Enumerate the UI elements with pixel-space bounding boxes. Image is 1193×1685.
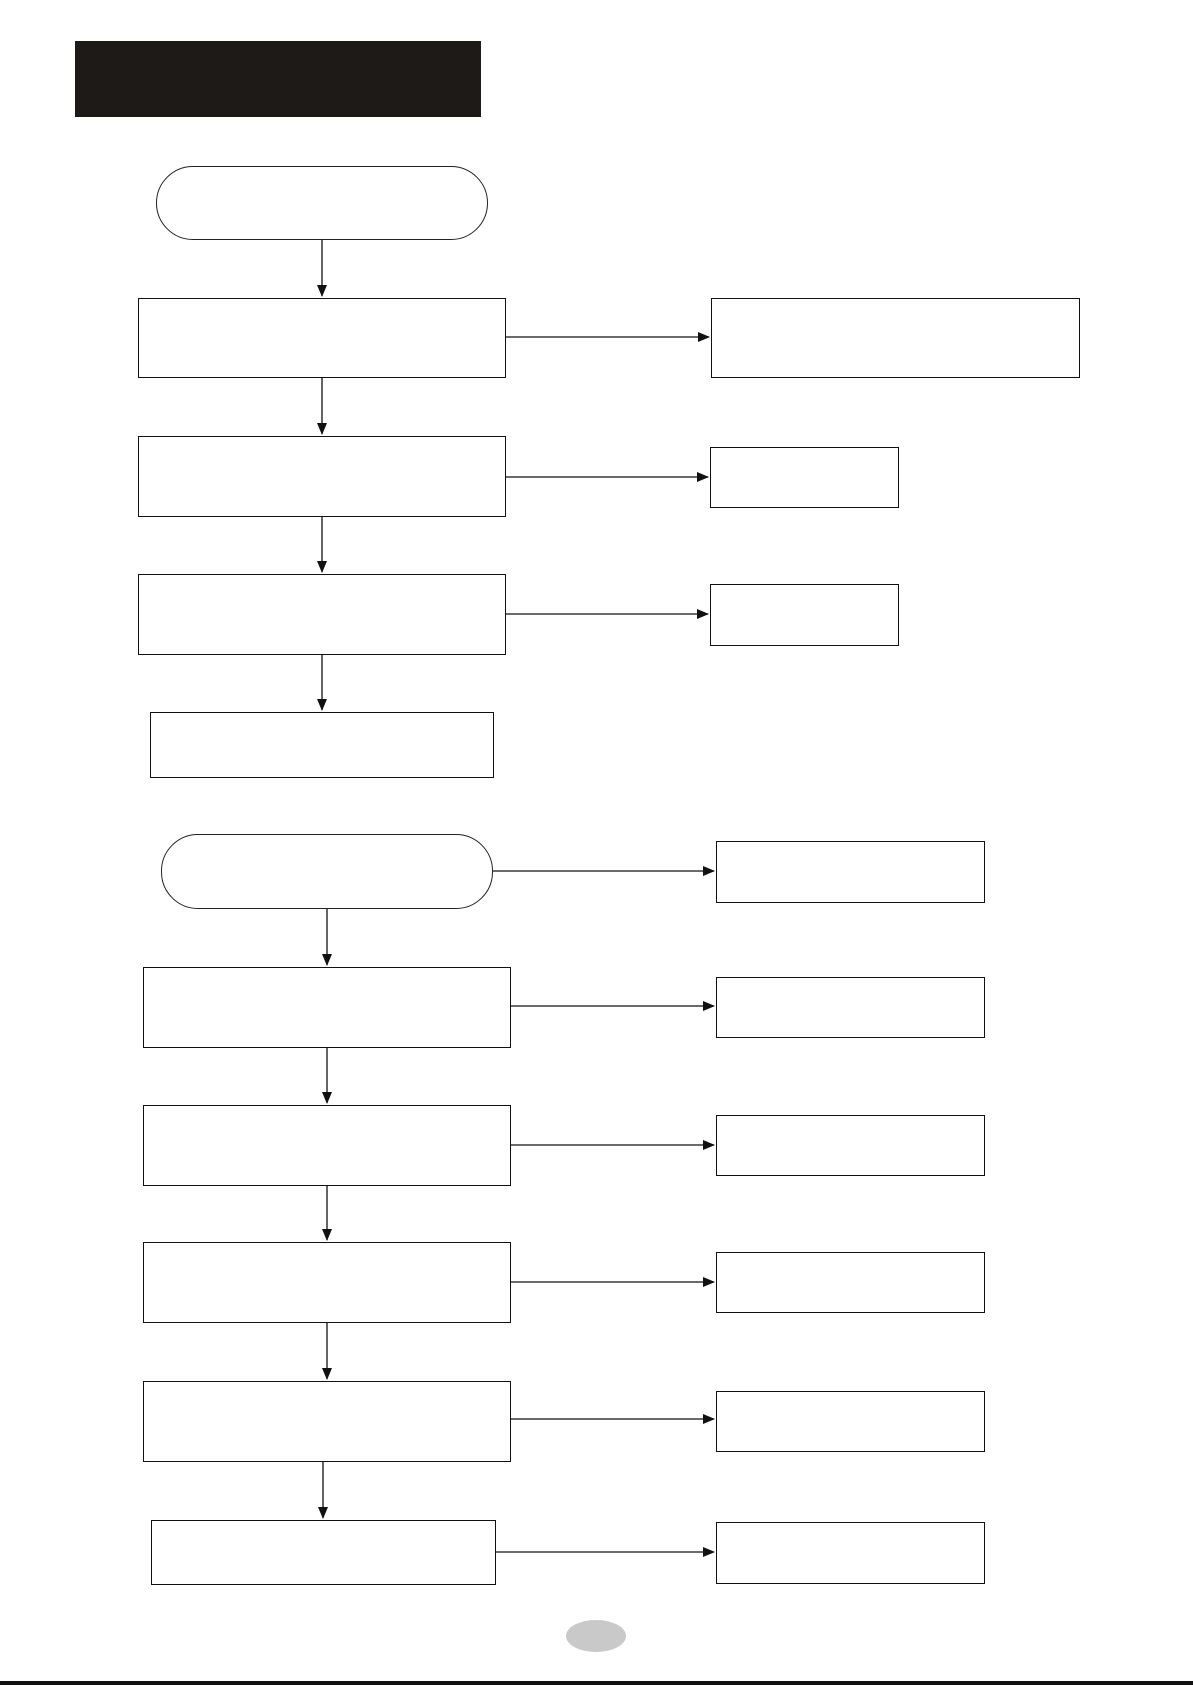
footer-rule — [0, 1681, 1193, 1685]
page-number-badge — [566, 1620, 626, 1652]
